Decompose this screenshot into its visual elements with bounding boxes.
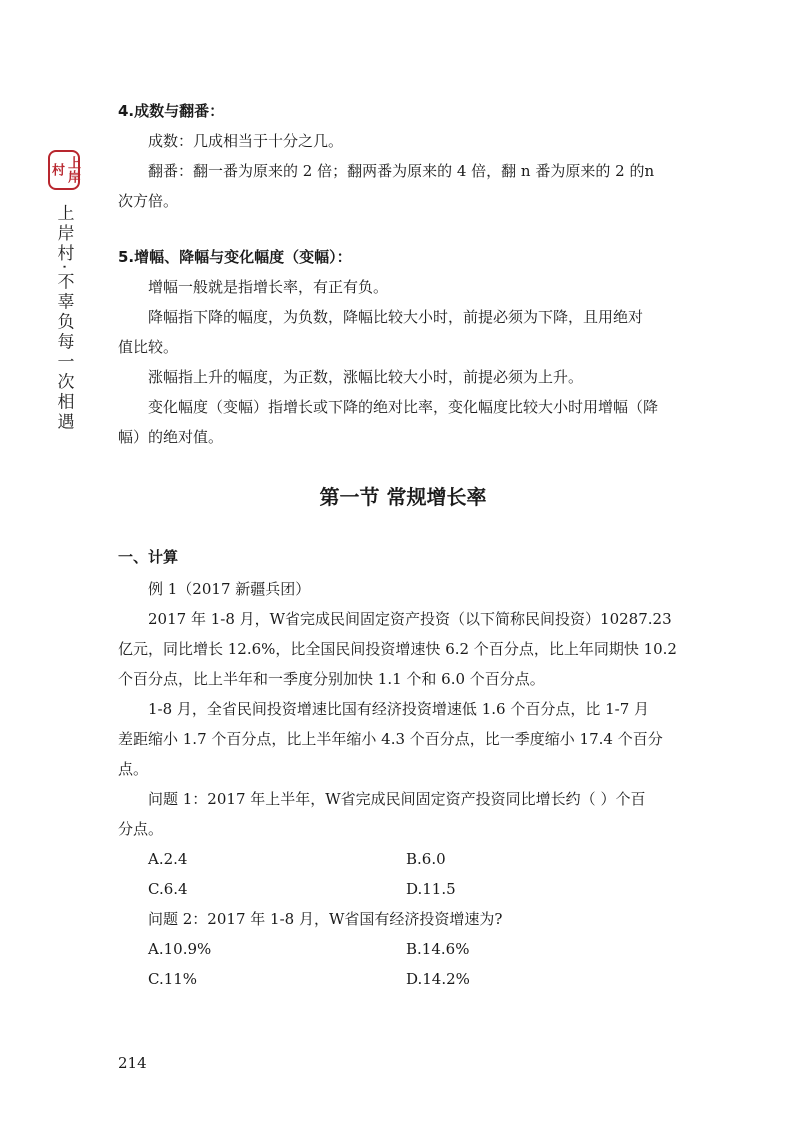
- example-label: 例 1（2017 新疆兵团）: [148, 580, 311, 598]
- paragraph-continued: 次方倍。: [118, 192, 179, 210]
- page-content: [118, 96, 688, 994]
- paragraph: 成数：几成相当于十分之几。: [148, 132, 344, 150]
- paragraph-continued: 点。: [118, 760, 149, 778]
- question-2: 问题 2：2017 年 1-8 月，W省国有经济投资增速为?: [148, 910, 503, 928]
- option-c: C.6.4: [148, 880, 188, 898]
- paragraph: 2017 年 1-8 月，W省完成民间固定资产投资（以下简称民间投资）10287.23: [148, 610, 672, 628]
- sub-heading: 一、计算: [118, 548, 179, 566]
- question-1-options: [118, 844, 688, 904]
- sidebar: [44, 150, 84, 432]
- option-a: A.2.4: [148, 850, 188, 868]
- section-title: 第一节 常规增长率: [319, 485, 487, 509]
- option-d: D.11.5: [406, 880, 456, 898]
- paragraph: 1-8 月，全省民间投资增速比国有经济投资增速低 1.6 个百分点，比 1-7 月: [148, 700, 650, 718]
- paragraph-continued: 值比较。: [118, 338, 179, 356]
- paragraph-continued: 差距缩小 1.7 个百分点，比上半年缩小 4.3 个百分点，比一季度缩小 17.4 个百分: [118, 730, 663, 748]
- sidebar-slogan: 上岸村·不辜负每一次相遇: [53, 204, 74, 433]
- section-5-heading: 5.增幅、降幅与变化幅度（变幅）：: [118, 248, 352, 266]
- paragraph: 增幅一般就是指增长率，有正有负。: [148, 278, 389, 296]
- question-1-continued: 分点。: [118, 820, 164, 838]
- option-b: B.14.6%: [406, 940, 470, 958]
- paragraph-continued: 个百分点，比上半年和一季度分别加快 1.1 个和 6.0 个百分点。: [118, 670, 545, 688]
- option-b: B.6.0: [406, 850, 446, 868]
- option-a: A.10.9%: [148, 940, 212, 958]
- paragraph-continued: 亿元，同比增长 12.6%，比全国民间投资增速快 6.2 个百分点，比上年同期快 10.2: [118, 640, 677, 658]
- paragraph: 翻番：翻一番为原来的 2 倍；翻两番为原来的 4 倍，翻 n 番为原来的 2 的n: [148, 162, 655, 180]
- paragraph-continued: 幅）的绝对值。: [118, 428, 224, 446]
- question-1: 问题 1：2017 年上半年，W省完成民间固定资产投资同比增长约（ ）个百: [148, 790, 646, 808]
- seal-logo: 上岸村: [48, 150, 80, 190]
- page-number: 214: [118, 1054, 147, 1072]
- option-c: C.11%: [148, 970, 198, 988]
- paragraph: 降幅指下降的幅度，为负数，降幅比较大小时，前提必须为下降，且用绝对: [148, 308, 644, 326]
- option-d: D.14.2%: [406, 970, 470, 988]
- paragraph: 变化幅度（变幅）指增长或下降的绝对比率，变化幅度比较大小时用增幅（降: [148, 398, 659, 416]
- paragraph: 涨幅指上升的幅度，为正数，涨幅比较大小时，前提必须为上升。: [148, 368, 584, 386]
- section-4-heading: 4.成数与翻番：: [118, 102, 225, 120]
- question-2-options: [118, 934, 688, 994]
